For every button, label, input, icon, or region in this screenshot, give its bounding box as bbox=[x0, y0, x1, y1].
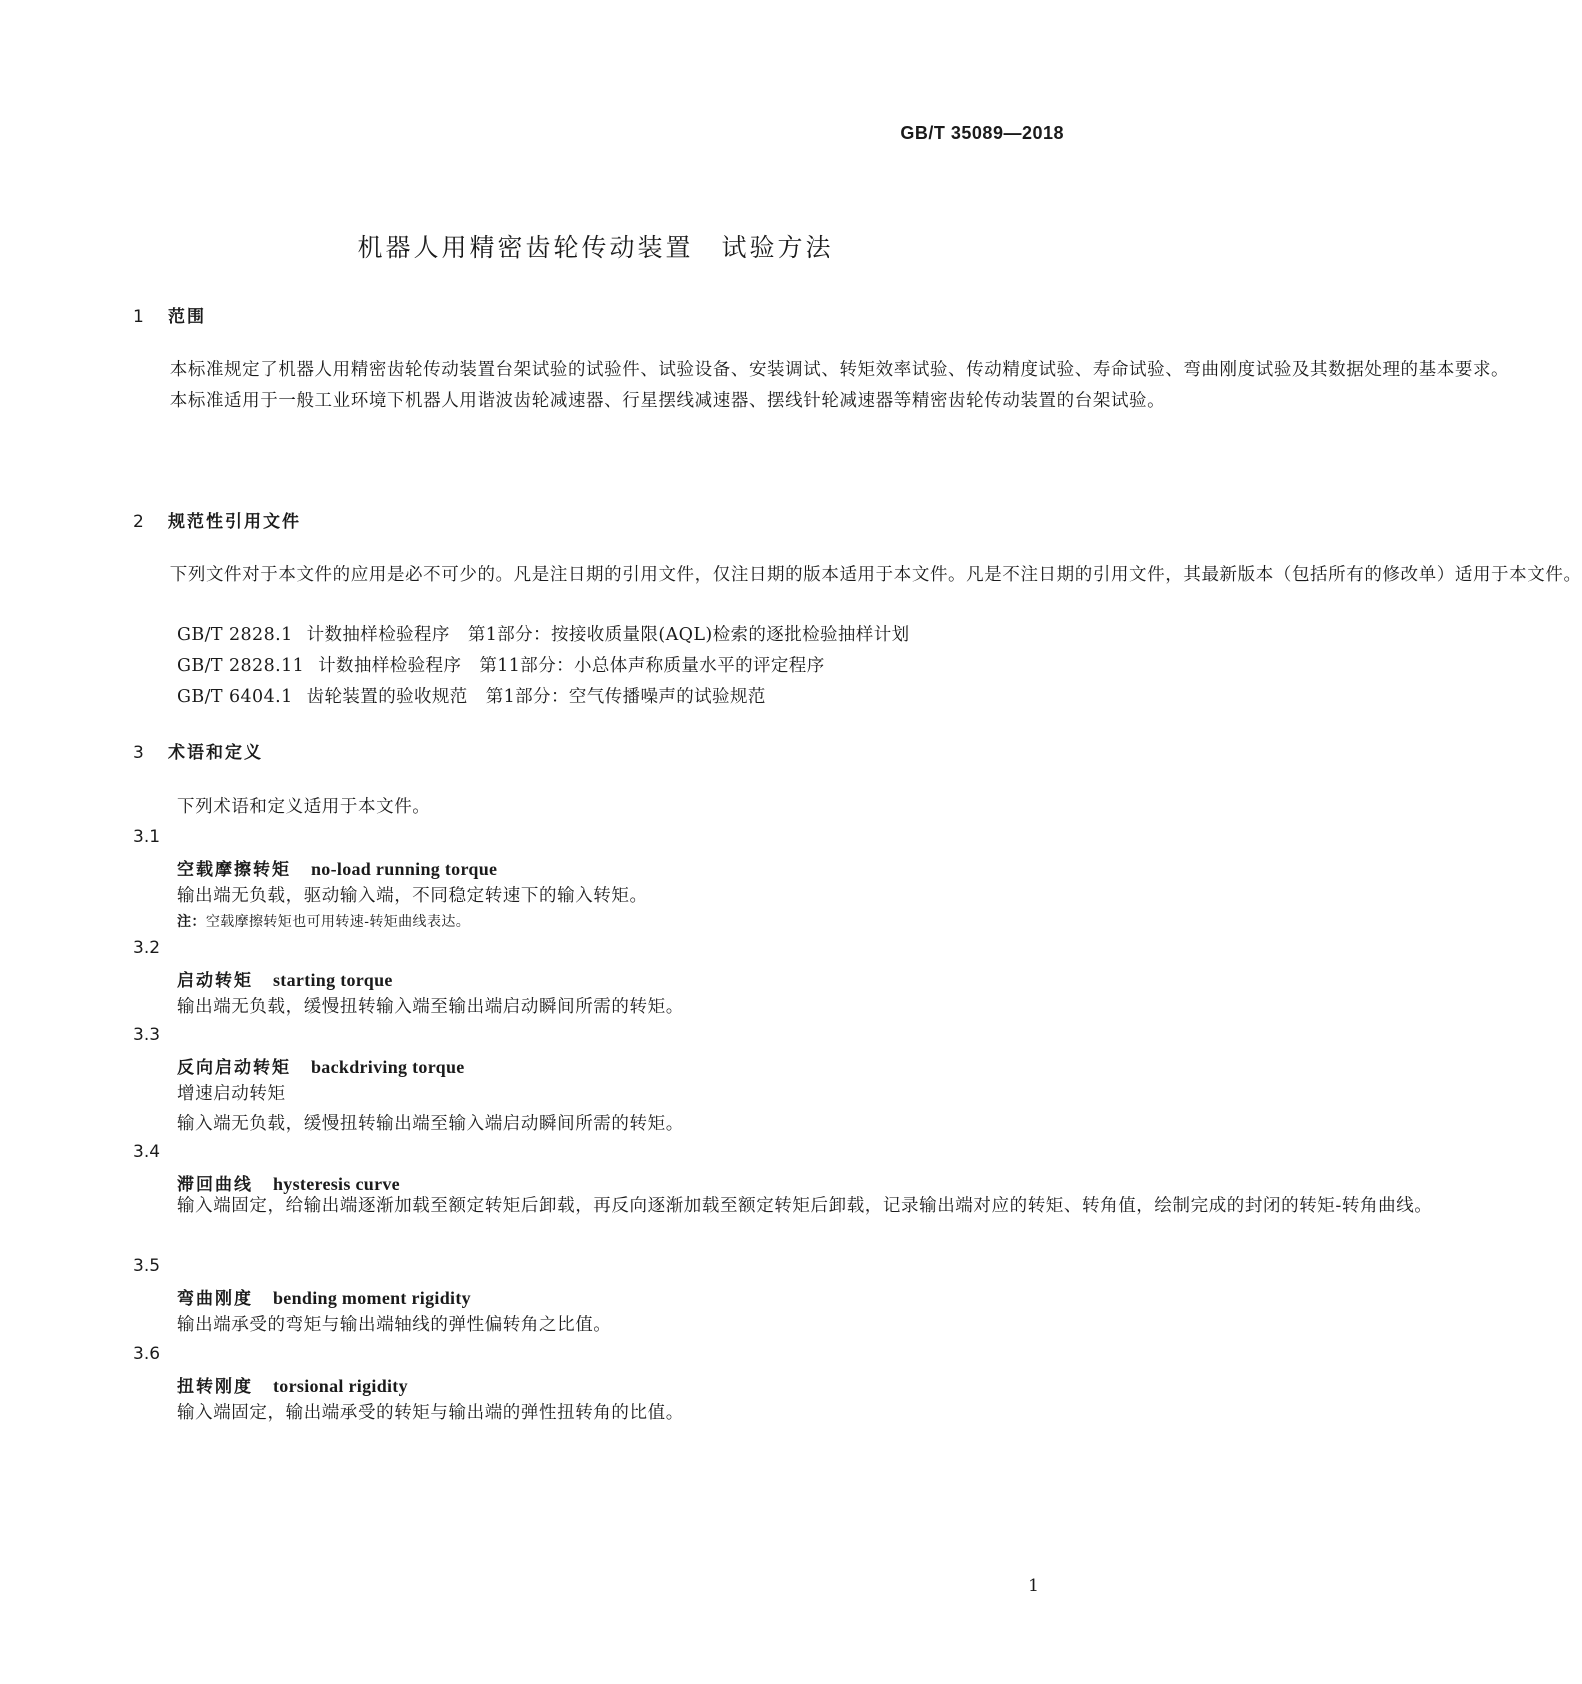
section-1-body bbox=[133, 355, 1510, 417]
section-heading-1 bbox=[133, 302, 206, 327]
paragraph: 本标准适用于一般工业环境下机器人用谐波齿轮减速器、行星摆线减速器、摆线针轮减速器等精密齿轮传动装置的台架试验。 bbox=[169, 391, 1166, 411]
term-zh: 启动转矩 bbox=[177, 971, 253, 991]
term-heading bbox=[177, 1284, 471, 1309]
page-title: 机器人用精密齿轮传动装置 试验方法 bbox=[357, 233, 834, 262]
section-title: 术语和定义 bbox=[168, 743, 263, 763]
reference-part: 第1部分：空气传播噪声的试验规范 bbox=[485, 687, 766, 707]
term-note bbox=[177, 911, 470, 931]
section-heading-2 bbox=[133, 507, 301, 532]
term-definition-block bbox=[133, 1191, 1433, 1222]
term-en: bending moment rigidity bbox=[273, 1288, 471, 1308]
section-title: 规范性引用文件 bbox=[168, 512, 301, 532]
term-definition: 输入端固定，给输出端逐渐加载至额定转矩后卸载，再反向逐渐加载至额定转矩后卸载，记录输出端对应的转矩、转角值，绘制完成的封闭的转矩-转角曲线。 bbox=[177, 1196, 1433, 1216]
section-3-intro: 下列术语和定义适用于本文件。 bbox=[177, 797, 431, 817]
term-en: hysteresis curve bbox=[273, 1174, 400, 1194]
reference-title: 齿轮装置的验收规范 bbox=[306, 687, 468, 707]
reference-code: GB/T 2828.11 bbox=[177, 656, 305, 676]
term-number: 3.6 bbox=[133, 1344, 161, 1364]
term-en: torsional rigidity bbox=[273, 1376, 408, 1396]
term-definition: 输出端无负载，驱动输入端，不同稳定转速下的输入转矩。 bbox=[177, 886, 648, 906]
reference-item bbox=[177, 652, 825, 677]
page-number: 1 bbox=[1028, 1576, 1039, 1596]
term-zh: 空载摩擦转矩 bbox=[177, 860, 291, 880]
term-definition: 输出端无负载，缓慢扭转输入端至输出端启动瞬间所需的转矩。 bbox=[177, 997, 684, 1017]
term-zh: 滞回曲线 bbox=[177, 1175, 253, 1195]
section-number: 2 bbox=[133, 512, 144, 532]
reference-title: 计数抽样检验程序 bbox=[318, 656, 462, 676]
term-en: starting torque bbox=[273, 970, 393, 990]
section-title: 范围 bbox=[168, 307, 206, 327]
term-definition: 输入端固定，输出端承受的转矩与输出端的弹性扭转角的比值。 bbox=[177, 1403, 684, 1423]
standard-number: GB/T 35089—2018 bbox=[900, 123, 1064, 143]
term-zh: 反向启动转矩 bbox=[177, 1058, 291, 1078]
term-zh: 扭转刚度 bbox=[177, 1377, 253, 1397]
note-text: 空载摩擦转矩也可用转速-转矩曲线表达。 bbox=[205, 914, 471, 930]
term-en: no-load running torque bbox=[311, 859, 498, 879]
section-number: 1 bbox=[133, 307, 144, 327]
term-number: 3.4 bbox=[133, 1142, 161, 1162]
term-number: 3.3 bbox=[133, 1025, 161, 1045]
reference-title: 计数抽样检验程序 bbox=[306, 625, 450, 645]
term-en: backdriving torque bbox=[311, 1057, 465, 1077]
term-number: 3.5 bbox=[133, 1256, 161, 1276]
term-heading bbox=[177, 1053, 465, 1078]
term-heading bbox=[177, 1372, 408, 1397]
section-number: 3 bbox=[133, 743, 144, 763]
term-definition: 输入端无负载，缓慢扭转输出端至输入端启动瞬间所需的转矩。 bbox=[177, 1114, 684, 1134]
note-label: 注： bbox=[177, 914, 206, 930]
reference-item bbox=[177, 683, 766, 708]
term-synonym: 增速启动转矩 bbox=[177, 1084, 286, 1104]
reference-part: 第1部分：按接收质量限(AQL)检索的逐批检验抽样计划 bbox=[467, 625, 910, 645]
section-heading-3 bbox=[133, 738, 263, 763]
reference-code: GB/T 6404.1 bbox=[177, 687, 293, 707]
term-zh: 弯曲刚度 bbox=[177, 1289, 253, 1309]
term-definition: 输出端承受的弯矩与输出端轴线的弹性偏转角之比值。 bbox=[177, 1315, 612, 1335]
term-heading bbox=[177, 855, 497, 880]
term-number: 3.1 bbox=[133, 827, 161, 847]
reference-code: GB/T 2828.1 bbox=[177, 625, 293, 645]
term-heading bbox=[177, 966, 393, 991]
reference-item bbox=[177, 621, 910, 646]
term-number: 3.2 bbox=[133, 938, 161, 958]
paragraph: 下列文件对于本文件的应用是必不可少的。凡是注日期的引用文件，仅注日期的版本适用于本文件。凡是不注日期的引用文件，其最新版本（包括所有的修改单）适用于本文件。 bbox=[169, 565, 1582, 585]
paragraph: 本标准规定了机器人用精密齿轮传动装置台架试验的试验件、试验设备、安装调试、转矩效率试验、传动精度试验、寿命试验、弯曲刚度试验及其数据处理的基本要求。 bbox=[169, 360, 1510, 380]
reference-part: 第11部分：小总体声称质量水平的评定程序 bbox=[479, 656, 825, 676]
section-2-body bbox=[133, 560, 1582, 591]
